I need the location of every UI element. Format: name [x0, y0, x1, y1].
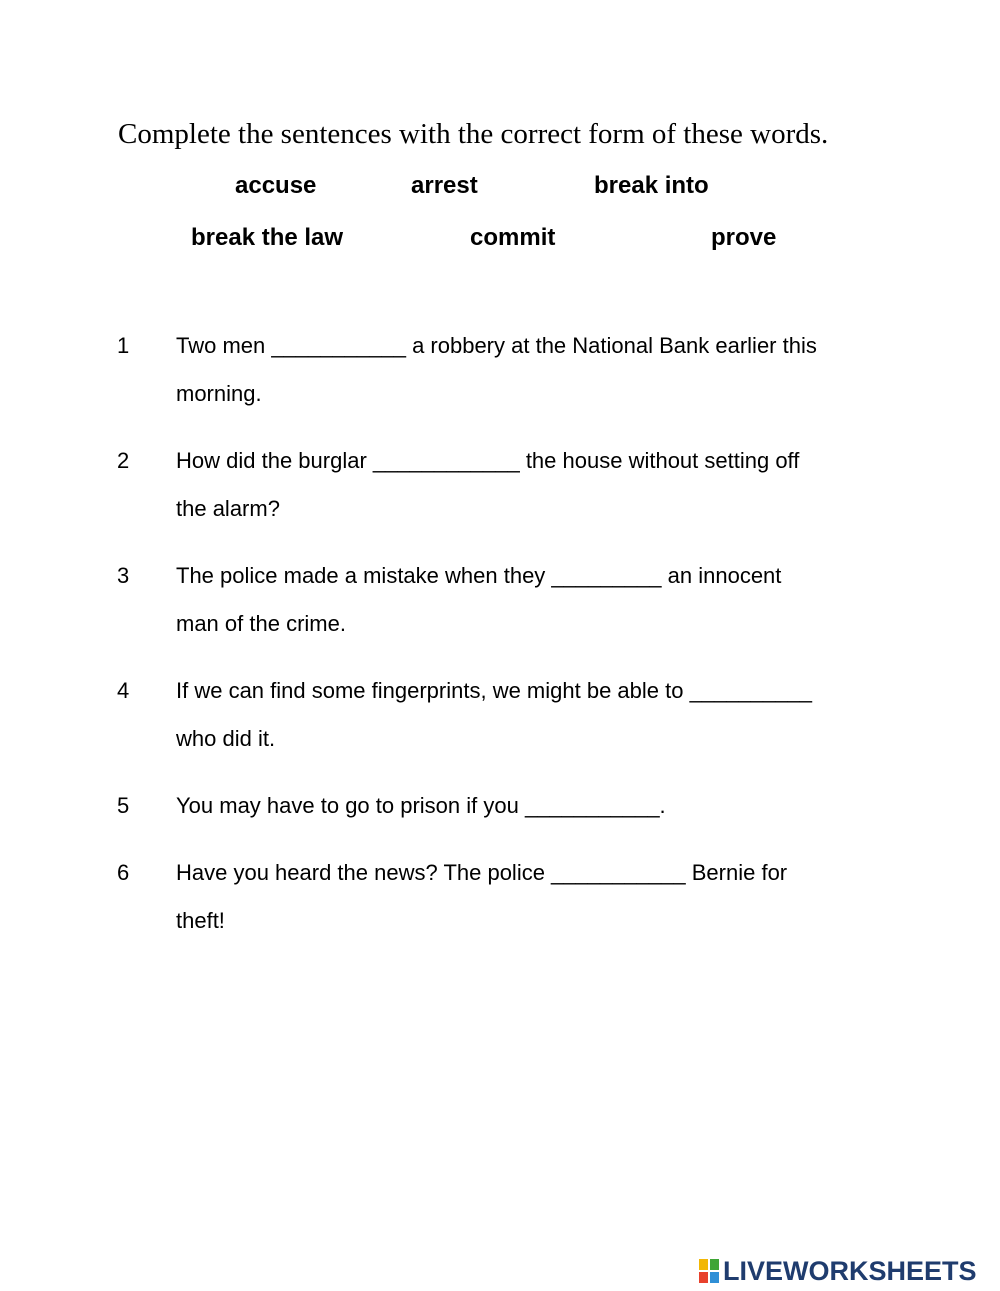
word-break-the-law: break the law — [191, 224, 344, 251]
question-text: How did the burglar ____________ the house without setting off — [176, 448, 800, 473]
logo-text: LIVEWORKSHEETS — [723, 1256, 977, 1286]
question-number: 3 — [117, 563, 130, 588]
question-text: If we can find some fingerprints, we might be able to __________ — [176, 678, 812, 703]
logo-square-red — [698, 1271, 709, 1284]
liveworksheets-logo — [698, 1256, 977, 1286]
question-text: Two men ___________ a robbery at the National Bank earlier this — [176, 333, 817, 358]
word-prove: prove — [711, 224, 777, 251]
question-text: You may have to go to prison if you ___________. — [176, 793, 666, 818]
question-text: Have you heard the news? The police ___________ Bernie for — [176, 860, 788, 885]
question-text: The police made a mistake when they _________ an innocent — [176, 563, 782, 588]
question-number: 4 — [117, 678, 130, 703]
word-commit: commit — [470, 224, 556, 251]
logo-square-yellow — [698, 1258, 709, 1271]
logo-square-blue — [709, 1271, 720, 1284]
word-break-into: break into — [594, 172, 709, 199]
instruction-text: Complete the sentences with the correct form of these words. — [118, 118, 829, 150]
question-number: 1 — [117, 333, 130, 358]
liveworksheets-logo-icon — [698, 1258, 720, 1284]
question-number: 5 — [117, 793, 130, 818]
logo-square-green — [709, 1258, 720, 1271]
question-text-continued: theft! — [176, 908, 225, 933]
question-text-continued: who did it. — [176, 726, 276, 751]
question-number: 2 — [117, 448, 130, 473]
question-text-continued: the alarm? — [176, 496, 280, 521]
question-text-continued: morning. — [176, 381, 262, 406]
question-number: 6 — [117, 860, 130, 885]
word-arrest: arrest — [411, 172, 478, 199]
question-text-continued: man of the crime. — [176, 611, 346, 636]
word-accuse: accuse — [235, 172, 317, 199]
